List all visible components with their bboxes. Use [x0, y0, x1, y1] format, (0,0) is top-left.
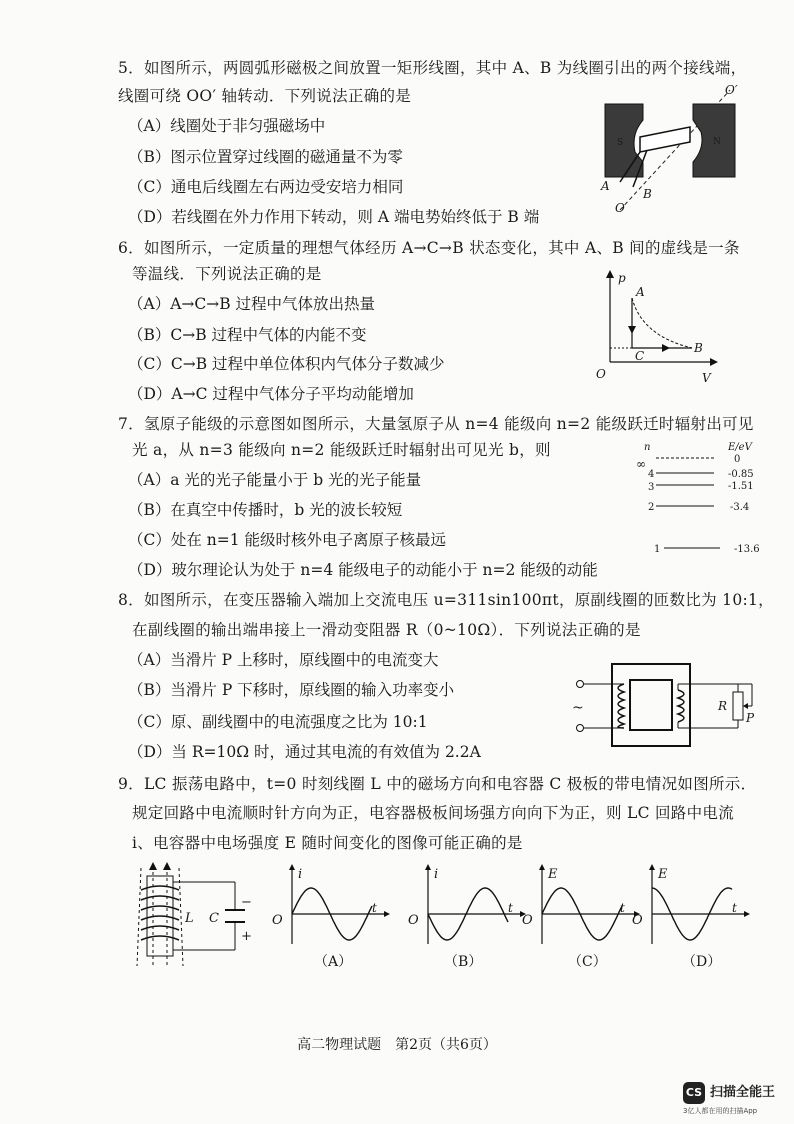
q6-stem-line1: 6．如图所示，一定质量的理想气体经历 A→C→B 状态变化，其中 A、B 间的虚线是一条	[118, 239, 740, 257]
q5-pole-s: S	[617, 138, 624, 148]
q9-label-c: C	[209, 911, 219, 926]
q7-level-n: ∞	[636, 457, 646, 471]
q7-option-b[interactable]: （B）在真空中传播时，b 光的波长较短	[128, 501, 403, 519]
q9-graph-d-t: t	[732, 901, 737, 915]
q7-option-c[interactable]: （C）处在 n=1 能级时核外电子离原子核最远	[128, 531, 447, 549]
q9-stem-line2: 规定回路中电流顺时针方向为正，电容器极板间场强方向向下为正，则 LC 回路中电流	[132, 804, 735, 822]
q6-origin: O	[596, 367, 606, 381]
q7-energy-level-diagram	[630, 438, 770, 560]
q7-stem-line2: 光 a，从 n=3 能级向 n=2 能级跃迁时辐射出可见光 b，则	[132, 441, 551, 459]
q9-graph-y-arrow	[289, 864, 295, 870]
q9-graph-b-label[interactable]: （B）	[444, 954, 483, 970]
q9-graph-c-t: t	[620, 901, 625, 915]
q9-lc-circuit	[125, 862, 255, 972]
q5-option-c[interactable]: （C）通电后线圈左右两边受安培力相同	[128, 178, 404, 196]
q9-graph-b-origin: O	[408, 913, 419, 928]
q6-axis-p: p	[618, 271, 626, 285]
q9-stem-line3: i、电容器中电场强度 E 随时间变化的图像可能正确的是	[132, 834, 523, 852]
q7-level-e: 0	[734, 454, 741, 465]
q8-label-r: R	[718, 699, 728, 713]
q7-level-n: 3	[648, 482, 655, 493]
q9-stem-line1: 9．LC 振荡电路中，t=0 时刻线圈 L 中的磁场方向和电容器 C 极板的带电情况如图所示．	[118, 775, 757, 793]
q7-level-n: 2	[648, 502, 655, 513]
q7-level-e: -1.51	[728, 481, 754, 492]
q6-option-d[interactable]: （D）A→C 过程中气体分子平均动能增加	[128, 385, 414, 403]
q7-stem-line1: 7．氢原子能级的示意图如图所示，大量氢原子从 n=4 能级向 n=2 能级跃迁时辐射出可见	[118, 415, 754, 433]
q9-graph-y-arrow	[539, 864, 545, 870]
q9-graph-b-t: t	[508, 901, 513, 915]
q9-graph-a-label[interactable]: （A）	[314, 954, 353, 970]
q9-graph-b-axis: i	[434, 867, 439, 882]
q7-level-n: 4	[648, 469, 655, 480]
q5-stem-line1: 5．如图所示，两圆弧形磁极之间放置一矩形线圈，其中 A、B 为线圈引出的两个接线端，	[118, 59, 747, 77]
q6-stem-line2: 等温线．下列说法正确的是	[132, 265, 322, 283]
q7-level-e: -13.6	[734, 544, 760, 555]
q6-label-b: B	[694, 341, 703, 355]
q7-option-a[interactable]: （A）a 光的光子能量小于 b 光的光子能量	[128, 471, 422, 489]
q9-graph-y-arrow	[425, 864, 431, 870]
q7-level-e: -3.4	[730, 502, 750, 513]
q9-plate-minus: −	[241, 895, 252, 910]
camscanner-logo-icon: CS	[683, 1082, 705, 1104]
q9-graph-t-arrow	[744, 911, 750, 917]
q9-answer-graphs	[270, 862, 765, 972]
q8-stem-line2: 在副线圈的输出端串接上一滑动变阻器 R（0~10Ω）．下列说法正确的是	[132, 621, 641, 639]
q7-level-e: -0.85	[728, 469, 754, 480]
q9-graph-c-axis: E	[548, 867, 558, 882]
q9-graph-a-origin: O	[272, 913, 283, 928]
q6-pv-diagram	[592, 270, 722, 388]
q7-level-n: 1	[654, 544, 661, 555]
q8-option-a[interactable]: （A）当滑片 P 上移时，原线圈中的电流变大	[128, 651, 439, 669]
q7-e-header: E/eV	[728, 442, 752, 453]
q5-magnet-coil-figure	[595, 82, 750, 217]
camscanner-brand-name: 扫描全能王	[710, 1085, 776, 1100]
q9-label-l: L	[185, 911, 194, 926]
q8-option-b[interactable]: （B）当滑片 P 下移时，原线圈的输入功率变小	[128, 681, 455, 699]
q8-label-p: P	[746, 711, 755, 725]
q9-graph-t-arrow	[384, 911, 390, 917]
q9-graph-d-label[interactable]: （D）	[682, 954, 722, 970]
q5-option-d[interactable]: （D）若线圈在外力作用下转动，则 A 端电势始终低于 B 端	[128, 208, 540, 226]
q5-stem-line2: 线圈可绕 OO′ 轴转动．下列说法正确的是	[118, 87, 412, 105]
q5-option-a[interactable]: （A）线圈处于非匀强磁场中	[128, 117, 326, 135]
q8-ac-symbol: ~	[572, 700, 584, 716]
q8-transformer-circuit	[570, 656, 765, 751]
q9-graph-y-arrow	[649, 864, 655, 870]
q5-option-b[interactable]: （B）图示位置穿过线圈的磁通量不为零	[128, 148, 403, 166]
q5-label-o: O	[615, 201, 625, 215]
q9-graph-a-t: t	[372, 901, 377, 915]
q9-graph-d-axis: E	[658, 867, 668, 882]
q9-plate-plus: +	[241, 929, 252, 944]
q6-axis-v: V	[702, 371, 711, 385]
q9-graph-c-origin: O	[522, 913, 533, 928]
q6-option-a[interactable]: （A）A→C→B 过程中气体放出热量	[128, 295, 376, 313]
q6-option-c[interactable]: （C）C→B 过程中单位体积内气体分子数减少	[128, 355, 445, 373]
page-footer: 高二物理试题 第2页（共6页）	[297, 1037, 497, 1053]
q8-option-d[interactable]: （D）当 R=10Ω 时，通过其电流的有效值为 2.2A	[128, 743, 481, 761]
q6-label-a: A	[636, 285, 645, 299]
q8-option-c[interactable]: （C）原、副线圈中的电流强度之比为 10:1	[128, 713, 428, 731]
q5-label-b: B	[643, 187, 652, 201]
q9-graph-d-origin: O	[632, 913, 643, 928]
q9-graph-a-axis: i	[298, 867, 303, 882]
camscanner-tagline: 3亿人都在用的扫描App	[683, 1107, 758, 1115]
q6-option-b[interactable]: （B）C→B 过程中气体的内能不变	[128, 326, 367, 344]
q9-graph-c-label[interactable]: （C）	[568, 954, 607, 970]
q6-label-c: C	[635, 349, 645, 363]
q5-label-a: A	[601, 179, 610, 193]
q5-label-o-prime: O′	[725, 83, 738, 97]
q7-option-d[interactable]: （D）玻尔理论认为处于 n=4 能级电子的动能小于 n=2 能级的动能	[128, 561, 598, 579]
q7-n-header: n	[644, 442, 651, 453]
q5-pole-n: N	[713, 137, 721, 147]
q8-stem-line1: 8．如图所示，在变压器输入端加上交流电压 u=311sin100πt，原副线圈的匝数比为 10:1，	[118, 591, 774, 609]
